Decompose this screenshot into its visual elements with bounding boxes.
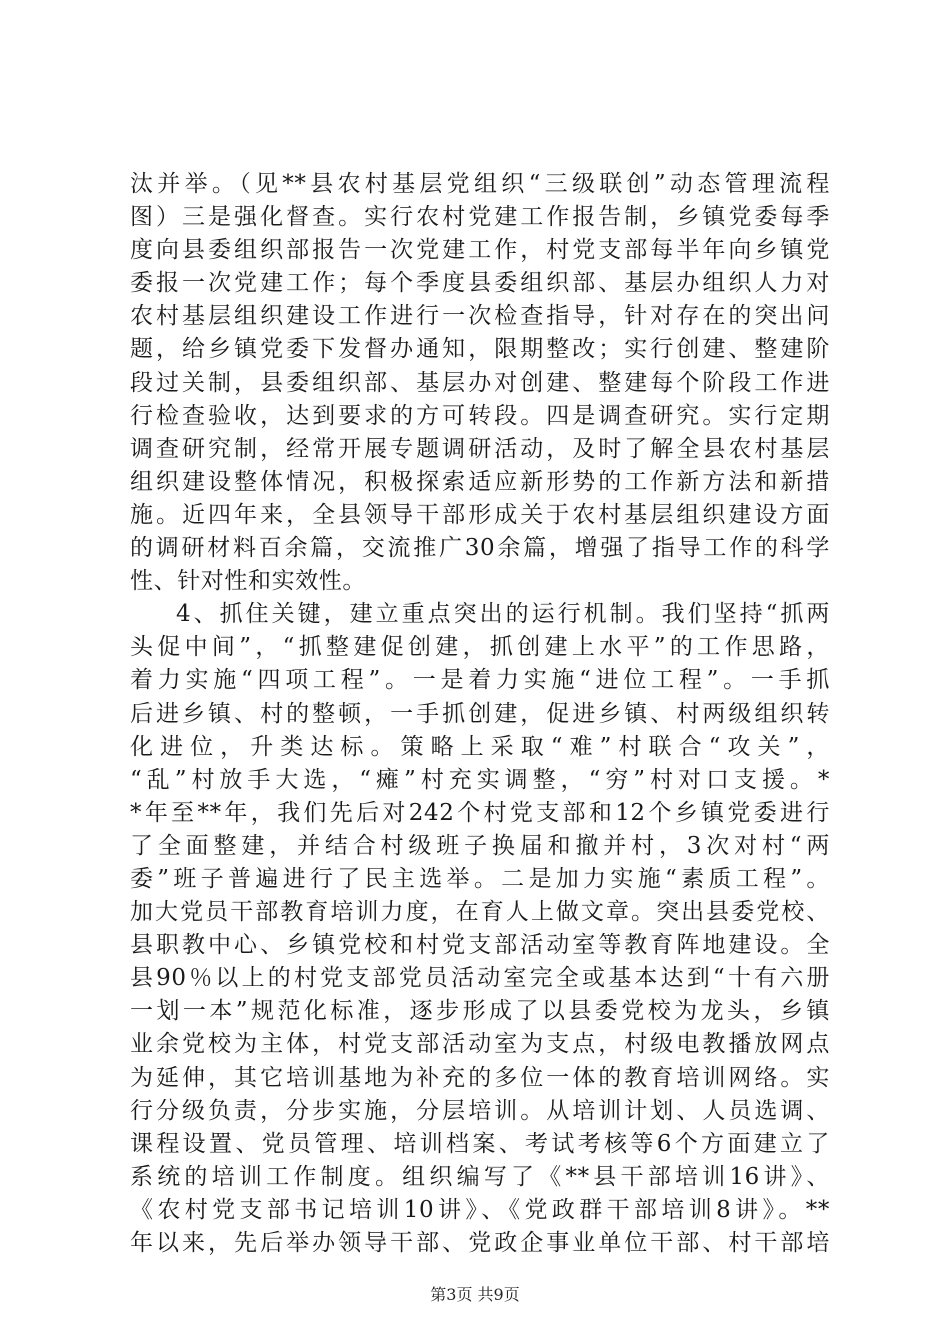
text-line: 着力实施“四项工程”。一是着力实施“进位工程”。一手抓	[130, 667, 830, 694]
text-line: 农村基层组织建设工作进行一次检查指导，针对存在的突出问	[130, 303, 830, 330]
text-line: 《农村党支部书记培训10讲》、《党政群干部培训8讲》。**	[130, 1196, 830, 1223]
text-line: 加大党员干部教育培训力度，在育人上做文章。突出县委党校、	[130, 899, 830, 926]
text-line: 性、针对性和实效性。	[130, 568, 366, 595]
text-line: 段过关制，县委组织部、基层办对创建、整建每个阶段工作进	[130, 369, 830, 396]
text-line: 化进位，升类达标。策略上采取“难”村联合“攻关”，	[130, 733, 830, 760]
text-line: 4、抓住关键，建立重点突出的运行机制。我们坚持“抓两	[176, 601, 830, 628]
text-line: 年以来，先后举办领导干部、党政企事业单位干部、村干部培	[130, 1230, 830, 1256]
text-line: 县职教中心、乡镇党校和村党支部活动室等教育阵地建设。全	[130, 932, 830, 959]
text-line: 组织建设整体情况，积极探索适应新形势的工作新方法和新措	[130, 468, 830, 495]
text-line: 后进乡镇、村的整顿，一手抓创建，促进乡镇、村两级组织转	[130, 700, 830, 727]
text-line: 行分级负责，分步实施，分层培训。从培训计划、人员选调、	[130, 1097, 830, 1124]
text-line: 课程设置、党员管理、培训档案、考试考核等6个方面建立了	[130, 1130, 830, 1157]
text-line: 度向县委组织部报告一次党建工作，村党支部每半年向乡镇党	[130, 237, 830, 264]
text-line: 业余党校为主体，村党支部活动室为支点，村级电教播放网点	[130, 1031, 830, 1058]
text-line: 的调研材料百余篇，交流推广30余篇，增强了指导工作的科学	[130, 535, 830, 562]
text-line: 为延伸，其它培训基地为补充的多位一体的教育培训网络。实	[130, 1064, 830, 1091]
text-line: 了全面整建，并结合村级班子换届和撤并村，3次对村“两	[130, 832, 830, 859]
text-line: 头促中间”，“抓整建促创建，抓创建上水平”的工作思路，	[130, 634, 830, 661]
page-number-footer: 第3页 共9页	[430, 1285, 520, 1304]
body-text	[130, 168, 830, 1260]
text-line: 县90％以上的村党支部党员活动室完全或基本达到“十有六册	[130, 965, 830, 992]
text-line: 委报一次党建工作；每个季度县委组织部、基层办组织人力对	[130, 270, 830, 297]
text-line: “乱”村放手大选，“瘫”村充实调整，“穷”村对口支援。*	[130, 766, 830, 793]
text-line: 委”班子普遍进行了民主选举。二是加力实施“素质工程”。	[130, 865, 830, 892]
text-line: 图）三是强化督查。实行农村党建工作报告制，乡镇党委每季	[130, 204, 830, 231]
text-line: *年至**年，我们先后对242个村党支部和12个乡镇党委进行	[130, 799, 830, 826]
text-line: 汰并举。（见**县农村基层党组织“三级联创”动态管理流程	[130, 171, 830, 197]
text-line: 调查研究制，经常开展专题调研活动，及时了解全县农村基层	[130, 435, 830, 462]
text-line: 系统的培训工作制度。组织编写了《**县干部培训16讲》、	[130, 1163, 830, 1190]
text-line: 一划一本”规范化标准，逐步形成了以县委党校为龙头，乡镇	[130, 998, 830, 1025]
text-line: 题，给乡镇党委下发督办通知，限期整改；实行创建、整建阶	[130, 336, 830, 363]
text-line: 行检查验收，达到要求的方可转段。四是调查研究。实行定期	[130, 402, 830, 429]
text-line: 施。近四年来，全县领导干部形成关于农村基层组织建设方面	[130, 501, 830, 528]
